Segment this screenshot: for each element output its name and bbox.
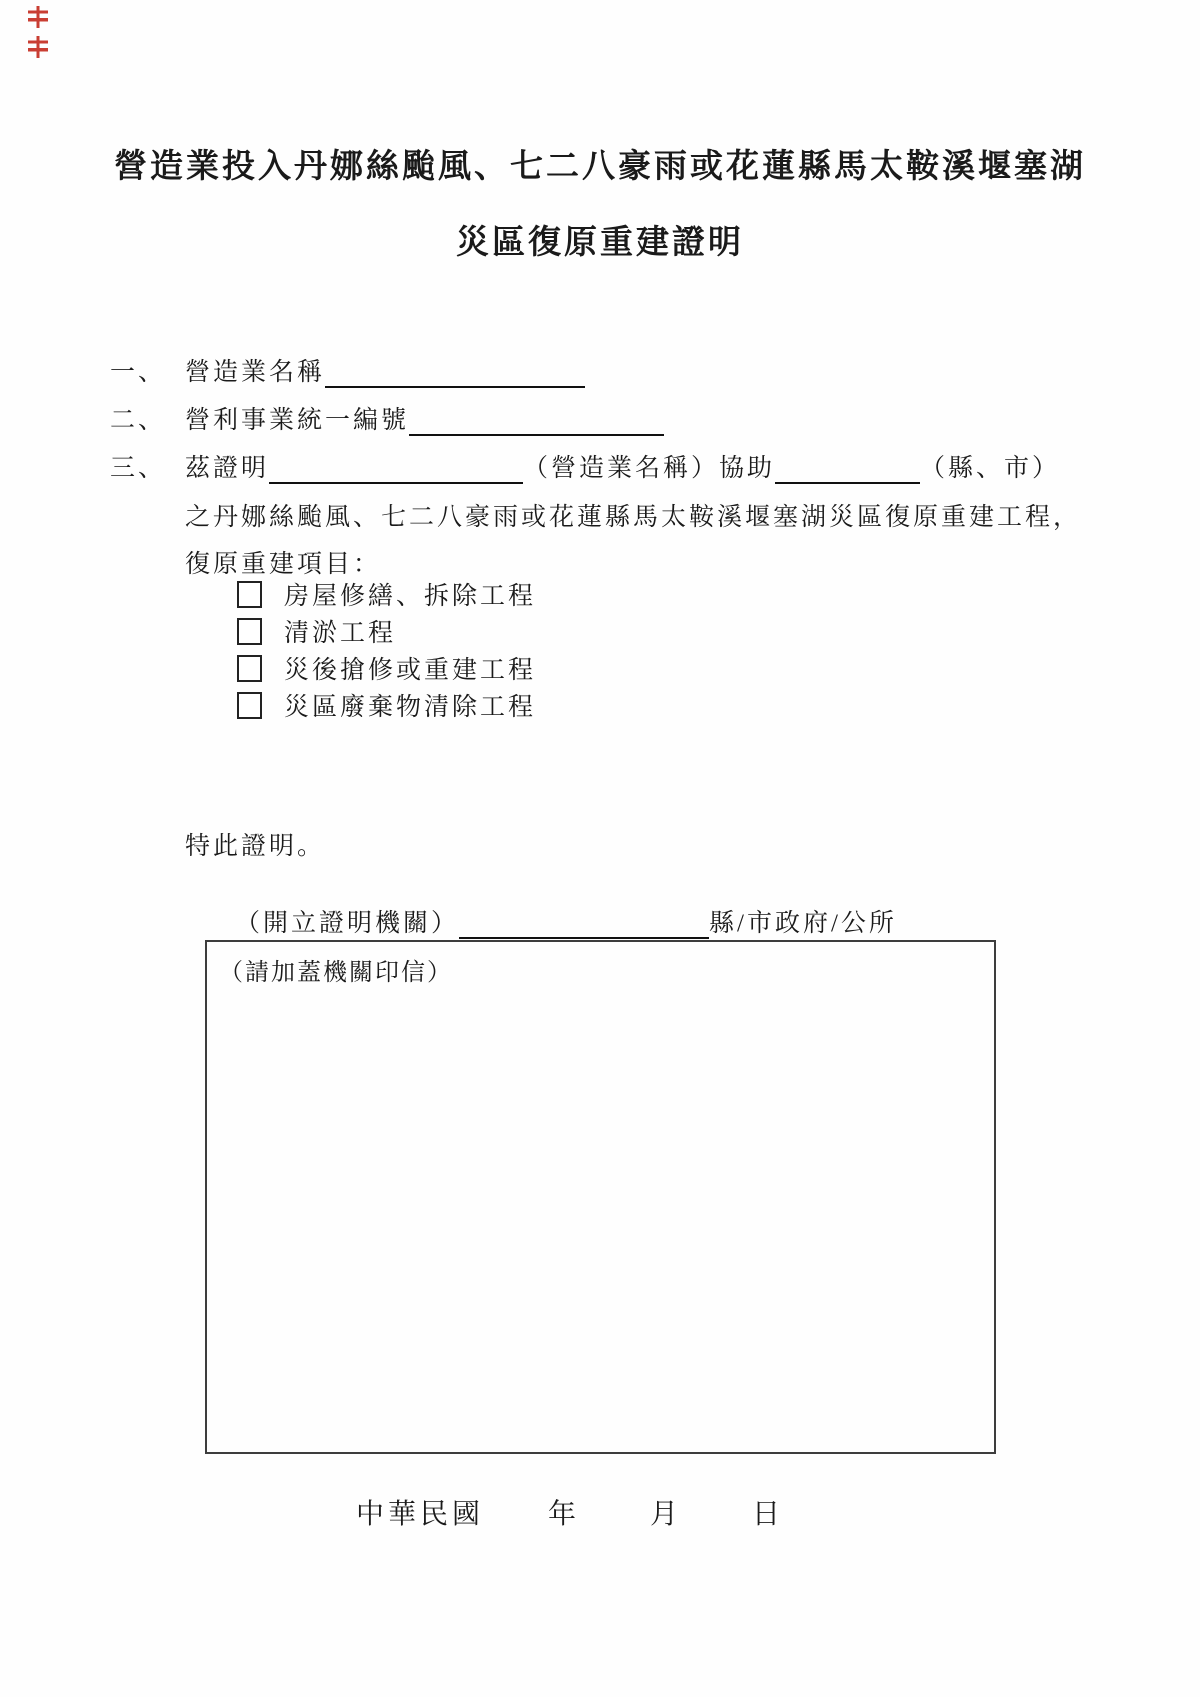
county-blank-field[interactable]: [775, 456, 920, 484]
checkbox-row: [237, 687, 536, 719]
document-page: 營造業投入丹娜絲颱風、七二八豪雨或花蓮縣馬太鞍溪堰塞湖 災區復原重建證明 一、 營造業名稱 二、 營利事業統一編號 三、 茲證明 （營造業名稱）協助 （縣、市） 之丹娜絲颱風、七二八豪雨或花蓮縣馬太鞍溪堰塞湖災區復原重建工程， 復原重建項目： 房屋修繕、拆除工程 清淤工程 災後搶修或重建工程 災區廢棄物清除工程 特此證明。 （開立證明機關） 縣/市政府/公所 （請加蓋機關印信） 中華民國 年 月 日: [0, 0, 1200, 1697]
red-stamp-mark: [28, 36, 48, 58]
document-title-line1: 營造業投入丹娜絲颱風、七二八豪雨或花蓮縣馬太鞍溪堰塞湖: [114, 149, 1086, 185]
company-name-label: 營造業名稱: [185, 359, 326, 386]
issuer-suffix-label: 縣/市政府/公所: [709, 910, 897, 937]
checkbox-waste-removal[interactable]: [237, 692, 262, 719]
checkbox-label: 房屋修繕、拆除工程: [284, 583, 537, 610]
item-number: 一、: [110, 359, 167, 386]
certify-label: 茲證明: [185, 455, 270, 482]
tax-id-blank-field[interactable]: [409, 408, 664, 436]
checkbox-row: [237, 613, 396, 645]
tax-id-label: 營利事業統一編號: [185, 407, 410, 434]
company-paren-label: （營造業名稱）協助: [523, 455, 776, 482]
item-number: 二、: [110, 407, 167, 434]
checkbox-row: [237, 650, 536, 682]
document-title-line2: 災區復原重建證明: [456, 225, 744, 261]
checkbox-dredging[interactable]: [237, 618, 262, 645]
checkbox-label: 清淤工程: [284, 620, 397, 647]
checkbox-label: 災區廢棄物清除工程: [284, 694, 537, 721]
certified-company-blank-field[interactable]: [269, 456, 523, 484]
checkbox-emergency-rebuild[interactable]: [237, 655, 262, 682]
county-paren-label: （縣、市）: [920, 455, 1061, 482]
issuer-label: （開立證明機關）: [235, 910, 460, 937]
month-label: 月: [650, 1499, 683, 1530]
checkbox-row: [237, 576, 536, 608]
era-label: 中華民國: [356, 1499, 485, 1530]
item-number: 三、: [110, 455, 167, 482]
checkbox-house-repair[interactable]: [237, 581, 262, 608]
red-stamp-mark: [28, 6, 48, 28]
year-label: 年: [548, 1499, 581, 1530]
day-label: 日: [752, 1499, 785, 1530]
seal-instruction-note: （請加蓋機關印信）: [219, 960, 453, 986]
checkbox-label: 災後搶修或重建工程: [284, 657, 537, 684]
company-name-blank-field[interactable]: [325, 360, 585, 388]
official-seal-box: [205, 940, 996, 1454]
issuer-blank-field[interactable]: [459, 911, 709, 939]
